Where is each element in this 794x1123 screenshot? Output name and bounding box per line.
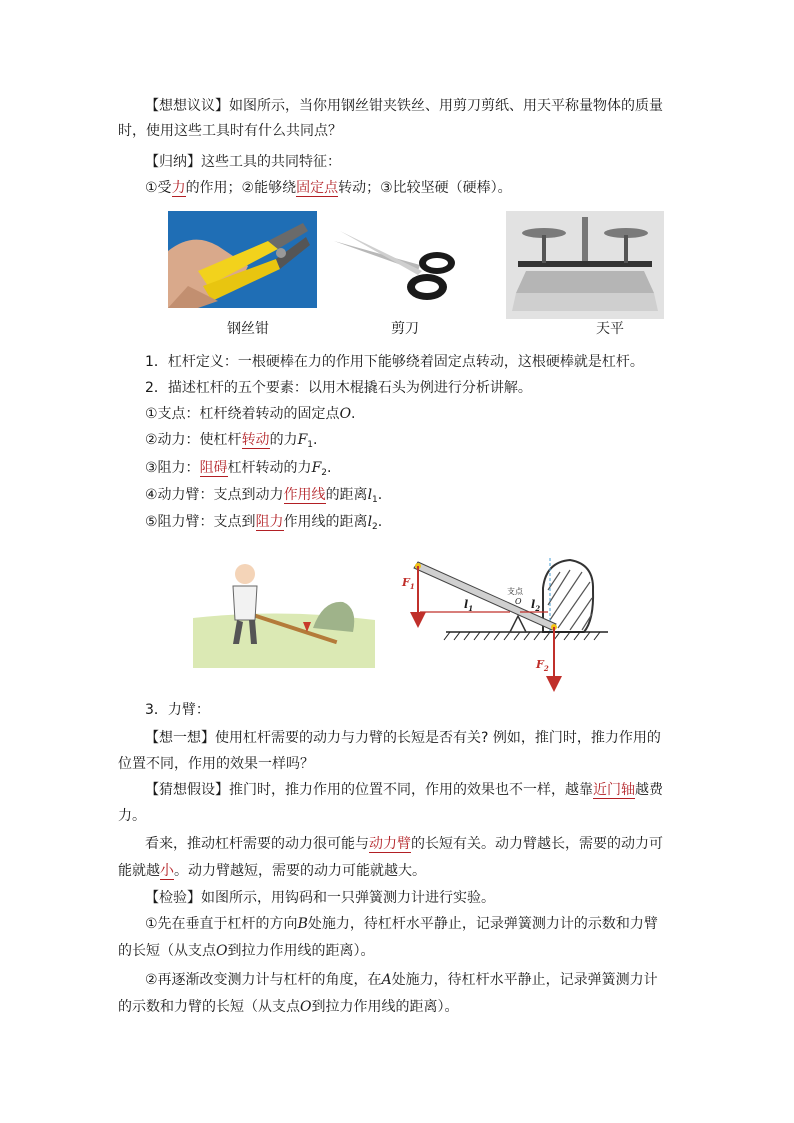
c1c: 的长短有关。动力臂越长，需要的动力可	[411, 836, 663, 852]
pivot-label: 支点	[507, 587, 523, 596]
features-line	[145, 178, 512, 198]
e5a: ⑤阻力臂：支点到	[145, 514, 256, 530]
e3d: F	[311, 460, 322, 476]
step-1-line-2	[118, 941, 374, 961]
e4b: 作用线	[283, 487, 326, 503]
think-line-1: 【想想议议】如图所示，当你用钢丝钳夹铁丝、用剪刀剪纸、用天平称量物体的质量	[145, 98, 663, 114]
e5f: .	[377, 514, 383, 530]
lever-definition: 1．杠杆定义：一根硬棒在力的作用下能够绕着固定点转动，这根硬棒就是杠杆。	[145, 354, 644, 370]
e2a: ②动力：使杠杆	[145, 432, 242, 448]
caption-balance: 天平	[596, 321, 624, 337]
s1a: ①先在垂直于杠杆的方向	[145, 916, 298, 932]
c2b: 小	[160, 863, 174, 879]
e3f: .	[327, 460, 332, 476]
s2b: A	[381, 972, 392, 988]
s1b: B	[297, 916, 308, 932]
feat-fixed-point: 固定点	[296, 180, 339, 196]
step-2-line-2	[118, 997, 458, 1017]
e5e: 2	[372, 522, 378, 532]
e4a: ④动力臂：支点到动力	[145, 487, 284, 503]
element-effort	[145, 430, 317, 455]
think-question-1: 【想一想】使用杠杆需要的动力与力臂的长短是否有关? 例如，推门时，推力作用的	[145, 730, 661, 746]
e3c: 杠杆转动的力	[227, 460, 312, 476]
think-question-2: 位置不同，作用的效果一样吗？	[118, 756, 314, 772]
balance-photo	[506, 211, 664, 319]
e4e: 1	[372, 495, 378, 505]
o-label: O	[515, 597, 522, 606]
s2f: 到拉力作用线的距离）。	[311, 999, 459, 1015]
e5d: l	[367, 514, 373, 530]
e2d: F	[297, 432, 308, 448]
l2-label: $l_2$	[531, 598, 541, 613]
conclusion-line-1	[145, 834, 663, 854]
s1e: O	[216, 943, 228, 959]
step-1-line-1	[145, 914, 658, 934]
e1b: O	[339, 406, 352, 422]
lever-bar	[414, 562, 556, 630]
pliers-photo	[168, 211, 317, 308]
e2e: 1	[307, 440, 314, 450]
c2c: 。动力臂越短，需要的动力可能就越大。	[174, 863, 426, 879]
s1f: 到拉力作用线的距离）。	[227, 943, 375, 959]
c2a: 能就越	[118, 863, 160, 879]
step-2-line-1	[145, 970, 658, 990]
e2f: .	[313, 432, 318, 448]
s2a: ②再逐渐改变测力计与杠杆的角度，在	[145, 972, 382, 988]
e4f: .	[377, 487, 383, 503]
e3e: 2	[321, 468, 328, 478]
e5b: 阻力	[255, 514, 284, 530]
feat-e: 转动；③比较坚硬（硬棒）。	[338, 180, 512, 196]
element-resistance-arm	[145, 512, 382, 537]
scissors-photo	[332, 213, 480, 308]
hypothesis-line-1	[145, 780, 663, 800]
e2b: 转动	[241, 432, 270, 448]
crowbar-illustration	[193, 548, 375, 668]
caption-pliers: 钢丝钳	[227, 321, 269, 337]
c1b: 动力臂	[369, 836, 411, 852]
summary-heading: 【归纳】这些工具的共同特征：	[145, 154, 341, 170]
lever-diagram	[398, 550, 613, 692]
l1-label: $l_1$	[464, 598, 474, 613]
hypothesis-line-2: 力。	[118, 808, 146, 824]
element-effort-arm	[145, 485, 382, 510]
h1b: 近门轴	[593, 782, 635, 798]
e5c: 作用线的距离	[283, 514, 368, 530]
s2c: 处施力，待杠杆水平静止，记录弹簧测力计	[391, 972, 658, 988]
s1c: 处施力，待杠杆水平静止，记录弹簧测力计的示数和力臂	[307, 916, 658, 932]
feat-force: 力	[171, 180, 186, 196]
f2-label: $F_2$	[536, 658, 549, 673]
e1a: ①支点：杠杆绕着转动的固定点	[145, 406, 340, 422]
caption-scissors: 剪刀	[391, 321, 419, 337]
e1c: .	[351, 406, 356, 422]
e3b: 阻碍	[199, 460, 228, 476]
h1c: 越费	[635, 782, 663, 798]
feat-c: 的作用；②能够绕	[185, 180, 297, 196]
e3a: ③阻力：	[145, 460, 200, 476]
e4c: 的距离	[325, 487, 368, 503]
think-line-2: 时，使用这些工具时有什么共同点？	[118, 123, 342, 139]
five-elements: 2．描述杠杆的五个要素：以用木棍撬石头为例进行分析讲解。	[145, 380, 532, 396]
e4d: l	[367, 487, 373, 503]
c1a: 看来，推动杠杆需要的动力很可能与	[145, 836, 369, 852]
arm-title: 3．力臂：	[145, 702, 210, 718]
element-resistance	[145, 458, 331, 483]
s1d: 的长短（从支点	[118, 943, 216, 959]
element-fulcrum	[145, 404, 356, 424]
s2e: O	[300, 999, 312, 1015]
e2c: 的力	[269, 432, 298, 448]
s2d: 的示数和力臂的长短（从支点	[118, 999, 300, 1015]
feat-a: ①受	[145, 180, 172, 196]
h1a: 【猜想假设】推门时，推力作用的位置不同，作用的效果也不一样，越靠	[145, 782, 593, 798]
test-heading: 【检验】如图所示，用钩码和一只弹簧测力计进行实验。	[145, 890, 495, 906]
f1-label: $F_1$	[402, 576, 415, 591]
conclusion-line-2	[118, 861, 426, 881]
fulcrum	[510, 616, 526, 632]
